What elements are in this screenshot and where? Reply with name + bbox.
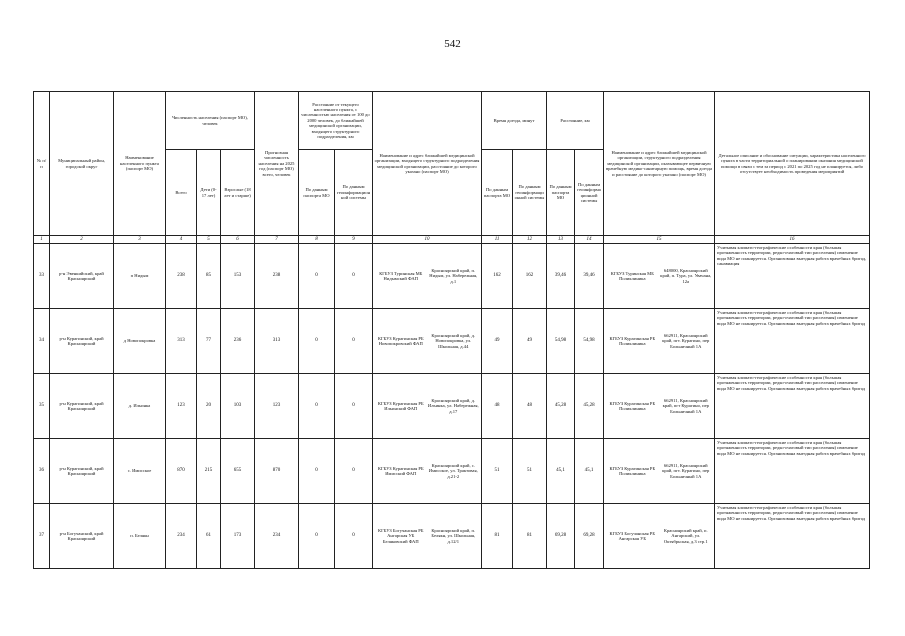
row-pop-total: 234 bbox=[166, 504, 197, 569]
row-pop-children: 77 bbox=[197, 309, 221, 374]
row-pop-adults: 173 bbox=[221, 504, 255, 569]
row-tt-passport: 49 bbox=[482, 309, 513, 374]
row-dk-geo: 45,1 bbox=[575, 439, 604, 504]
row-pop-children: 20 bbox=[197, 374, 221, 439]
row-description: Учитывая климато-географические особенности края (большая протяженность территории, редко-очаговый тип расселения) изменение вида МО не планируется. Организована выездная работа врачебных бригад bbox=[715, 504, 870, 569]
table-row bbox=[34, 309, 870, 374]
column-index-cell: 10 bbox=[373, 236, 482, 244]
row-pop-total: 123 bbox=[166, 374, 197, 439]
medical-organizations-table bbox=[33, 91, 870, 569]
row-forecast: 870 bbox=[255, 439, 299, 504]
row-tt-geo: 162 bbox=[513, 244, 547, 309]
row-dk-geo: 54,98 bbox=[575, 309, 604, 374]
header-nearest-org: Наименование и адрес ближайшей медицинской организации, входящего структурного подразделения медицинской организации, расстояние до которого указано (паспорт МО) bbox=[373, 92, 482, 236]
row-dist-geo: 0 bbox=[335, 244, 373, 309]
column-index-cell: 14 bbox=[575, 236, 604, 244]
row-dist-passport: 0 bbox=[299, 244, 335, 309]
row-description: Учитывая климато-географические особенности края (большая протяженность территории, редко-очаговый тип расселения) изменение вида МО не планируется. Организована выездная работа врачебных бригад bbox=[715, 439, 870, 504]
row-tt-geo: 51 bbox=[513, 439, 547, 504]
row-district: р-н Курагинский, край Красноярский bbox=[50, 439, 114, 504]
row-forecast: 123 bbox=[255, 374, 299, 439]
page-number: 542 bbox=[444, 38, 461, 50]
row-dk-geo: 39,46 bbox=[575, 244, 604, 309]
row-dist-geo: 0 bbox=[335, 504, 373, 569]
row-forecast: 313 bbox=[255, 309, 299, 374]
row-primary-org bbox=[604, 504, 715, 569]
row-num: 33 bbox=[34, 244, 50, 309]
row-dk-passport: 54,98 bbox=[547, 309, 575, 374]
row-primary-name: КГБУЗ Богучанская РБ Ангарская УБ bbox=[609, 530, 656, 541]
row-dk-geo: 45,28 bbox=[575, 374, 604, 439]
header-num: № п/ п bbox=[34, 92, 50, 236]
row-description: Учитывая климато-географические особенности края (большая протяженность территории, редко-очаговый тип расселения) изменение вида МО не планируется. Организована выездная работа врачебных бригад bbox=[715, 309, 870, 374]
row-description: Учитывая климато-географические особенности края (большая протяженность территории, редко-очаговый тип расселения) изменение вида МО не планируется. Организована выездная работа врачебных бригад bbox=[715, 374, 870, 439]
header-locality: Наименование населенного пункта (паспорт МО) bbox=[114, 92, 166, 236]
row-primary-org bbox=[604, 309, 715, 374]
row-dk-passport: 69,28 bbox=[547, 504, 575, 569]
row-pop-adults: 153 bbox=[221, 244, 255, 309]
row-dist-geo: 0 bbox=[335, 439, 373, 504]
row-primary-address: 648000, Красноярский край, п. Тура, ул. Увачана, 12а bbox=[660, 267, 712, 284]
header-distance-km: Расстояние, км bbox=[547, 92, 604, 150]
row-org-address: Красноярский край, с. Имисское, ул. Трактовая, д.21-2 bbox=[428, 462, 478, 479]
row-tt-passport: 51 bbox=[482, 439, 513, 504]
row-nearest-org bbox=[373, 504, 482, 569]
row-primary-name: КГБУЗ Курагинская РБ Поликлиника bbox=[609, 465, 656, 476]
row-pop-adults: 236 bbox=[221, 309, 255, 374]
column-index-cell: 2 bbox=[50, 236, 114, 244]
column-index-cell: 1 bbox=[34, 236, 50, 244]
row-dk-passport: 45,1 bbox=[547, 439, 575, 504]
row-district: р-н Богучанский, край Красноярский bbox=[50, 504, 114, 569]
row-pop-children: 61 bbox=[197, 504, 221, 569]
row-dist-passport: 0 bbox=[299, 309, 335, 374]
column-index-cell: 12 bbox=[513, 236, 547, 244]
row-org-address: Красноярский край, п. Белякн, ул. Школьная, д.12/1 bbox=[431, 527, 476, 544]
row-primary-org bbox=[604, 244, 715, 309]
row-org-name: КГБУЗ Курагинская РБ Имисский ФАП bbox=[377, 465, 424, 476]
row-locality: п. Белякн bbox=[114, 504, 166, 569]
row-primary-name: КГБУЗ Курагинская РБ Поликлиника bbox=[609, 400, 656, 411]
column-index-cell: 11 bbox=[482, 236, 513, 244]
row-primary-address: 662911, Красноярский край, пгт. Курагино, пер Больничный 1А bbox=[662, 462, 710, 479]
column-index-cell: 7 bbox=[255, 236, 299, 244]
header-population: Численность населения (паспорт МО), человек bbox=[166, 92, 255, 150]
table-row bbox=[34, 504, 870, 569]
row-org-name: КГБУЗ Курагинская РБ Новопокровский ФАП bbox=[377, 335, 424, 346]
row-org-address: Красноярский край, д. Ильинка, ул. Набережная, д.17 bbox=[427, 397, 479, 414]
row-pop-adults: 655 bbox=[221, 439, 255, 504]
row-tt-passport: 48 bbox=[482, 374, 513, 439]
table-row bbox=[34, 244, 870, 309]
row-dk-passport: 45,28 bbox=[547, 374, 575, 439]
column-index-cell: 15 bbox=[604, 236, 715, 244]
header-forecast: Прогнозная численность населения на 2025 год (паспорт МО) всего, человек bbox=[255, 92, 299, 236]
header-pop-children: Дети (0-17 лет) bbox=[197, 150, 221, 236]
row-org-name: КГБУЗ Курагинская РБ Ильинский ФАП bbox=[377, 400, 424, 411]
row-tt-passport: 162 bbox=[482, 244, 513, 309]
row-org-address: Красноярский край, п. Нидым, ул. Набережная, д.1 bbox=[429, 267, 478, 284]
column-index-cell: 13 bbox=[547, 236, 575, 244]
header-travel-time: Время доезда, минут bbox=[482, 92, 547, 150]
row-locality: д Новопокровка bbox=[114, 309, 166, 374]
column-index-cell: 16 bbox=[715, 236, 870, 244]
table-row bbox=[34, 439, 870, 504]
row-tt-geo: 48 bbox=[513, 374, 547, 439]
column-index-cell: 8 bbox=[299, 236, 335, 244]
row-dist-geo: 0 bbox=[335, 309, 373, 374]
row-district: р-н Курагинский, край Красноярский bbox=[50, 374, 114, 439]
row-locality: п Нидым bbox=[114, 244, 166, 309]
header-dk-passport: По данным паспорта МО bbox=[547, 150, 575, 236]
row-district: р-н Эвенкийский, край Красноярский bbox=[50, 244, 114, 309]
row-primary-address: Красноярский край, п. Ангарский, ул. Октябрьская, д.3 стр.1 bbox=[663, 527, 708, 544]
column-index-row bbox=[34, 236, 870, 244]
column-index-cell: 9 bbox=[335, 236, 373, 244]
header-tt-geo: По данным геоинформационной системы bbox=[513, 150, 547, 236]
row-org-name: КГБУЗ Туринская МБ Нидымский ФАП bbox=[379, 270, 423, 281]
row-num: 34 bbox=[34, 309, 50, 374]
row-tt-geo: 81 bbox=[513, 504, 547, 569]
row-nearest-org bbox=[373, 439, 482, 504]
row-dist-passport: 0 bbox=[299, 439, 335, 504]
row-nearest-org bbox=[373, 244, 482, 309]
row-dist-passport: 0 bbox=[299, 374, 335, 439]
row-forecast: 234 bbox=[255, 504, 299, 569]
row-tt-passport: 81 bbox=[482, 504, 513, 569]
header-district: Муниципальный район, городской округ bbox=[50, 92, 114, 236]
row-locality: с. Имисское bbox=[114, 439, 166, 504]
row-org-name: КГБУЗ Богучанская РБ Ангарская УБ Беляковский ФАП bbox=[378, 527, 424, 544]
row-district: р-н Курагинский, край Красноярский bbox=[50, 309, 114, 374]
row-num: 37 bbox=[34, 504, 50, 569]
column-index-cell: 4 bbox=[166, 236, 197, 244]
header-row-1 bbox=[34, 92, 870, 150]
header-distance-current: Расстояние от текущего населенного пункта, с численностью населения от 100 до 2000 человек, до ближайшей медицинской организации, входящего структурного подразделения, км bbox=[299, 92, 373, 150]
column-index-cell: 3 bbox=[114, 236, 166, 244]
row-pop-total: 238 bbox=[166, 244, 197, 309]
row-primary-org bbox=[604, 439, 715, 504]
row-pop-adults: 103 bbox=[221, 374, 255, 439]
header-dist-geo: По данным геоинформационной системы bbox=[335, 150, 373, 236]
row-pop-children: 85 bbox=[197, 244, 221, 309]
row-forecast: 238 bbox=[255, 244, 299, 309]
header-dist-passport: По данным паспорта МО bbox=[299, 150, 335, 236]
row-description: Учитывая климато-географические особенности края (большая протяженность территории, редко-очаговый тип расселения) изменение вида МО не планируется. Организована выездная работа врачебных бригад, санавиация bbox=[715, 244, 870, 309]
row-tt-geo: 49 bbox=[513, 309, 547, 374]
header-primary-org: Наименование и адрес ближайшей медицинской организации, структурного подразделения медицинской организации, оказывающее первичную врачебную медико-санитарную помощь, время доезда и расстояние до которого указано (паспорт МО) bbox=[604, 92, 715, 236]
row-num: 36 bbox=[34, 439, 50, 504]
header-tt-passport: По данным паспорта МО bbox=[482, 150, 513, 236]
row-nearest-org bbox=[373, 309, 482, 374]
row-dk-passport: 39,46 bbox=[547, 244, 575, 309]
row-dist-geo: 0 bbox=[335, 374, 373, 439]
row-primary-name: КГБУЗ Туринская МБ Поликлиника bbox=[610, 270, 654, 281]
table-row bbox=[34, 374, 870, 439]
header-dk-geo: По данным геоинформационной системы bbox=[575, 150, 604, 236]
row-org-address: Красноярский край, д. Новопокровка, ул. Школьная, д.44 bbox=[431, 332, 476, 349]
header-pop-adults: Взрослые (18 лет и старше) bbox=[221, 150, 255, 236]
row-pop-children: 215 bbox=[197, 439, 221, 504]
row-primary-address: 662911, Красноярский край, пгт Курагино, пер Больничный 1А bbox=[662, 397, 709, 414]
row-primary-org bbox=[604, 374, 715, 439]
row-dist-passport: 0 bbox=[299, 504, 335, 569]
row-primary-name: КГБУЗ Курагинская РБ Поликлиника bbox=[609, 335, 656, 346]
row-locality: д. Ильинка bbox=[114, 374, 166, 439]
row-primary-address: 662911, Красноярский край, пгт. Курагино, пер Больничный 1А bbox=[662, 332, 710, 349]
row-num: 35 bbox=[34, 374, 50, 439]
column-index-cell: 6 bbox=[221, 236, 255, 244]
header-pop-total: Всего bbox=[166, 150, 197, 236]
row-pop-total: 870 bbox=[166, 439, 197, 504]
row-nearest-org bbox=[373, 374, 482, 439]
column-index-cell: 5 bbox=[197, 236, 221, 244]
header-description: Детальное описание и обоснование ситуации, характеристика населенного пункта в части территориальной о планировании оказания медицинской помощи в связи с тем за период с 2021 по 2025 год не планируется, либо отсутствует необходимость проведения мероприятий bbox=[715, 92, 870, 236]
row-pop-total: 313 bbox=[166, 309, 197, 374]
row-dk-geo: 69,28 bbox=[575, 504, 604, 569]
